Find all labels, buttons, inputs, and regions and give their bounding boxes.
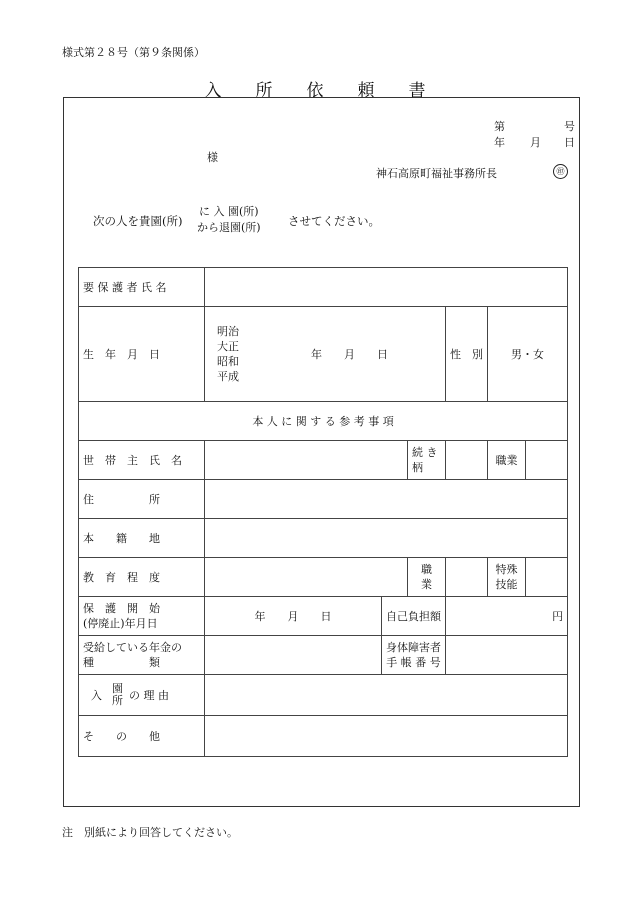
- addressee-sama: 様: [207, 151, 218, 164]
- year-label: 年: [494, 136, 505, 149]
- era-taisho: 大正: [217, 340, 239, 353]
- occupation-label: 職業: [488, 441, 526, 480]
- self-pay-field[interactable]: 円: [446, 597, 568, 636]
- guardian-name-label: 要 保 護 者 氏 名: [79, 268, 205, 307]
- admission-reason-field[interactable]: [205, 675, 568, 716]
- request-option-leave: から退園(所): [197, 221, 261, 234]
- address-field[interactable]: [205, 480, 568, 519]
- info-table: [78, 267, 568, 757]
- footnote: 注 別紙により回答してください。: [62, 826, 238, 839]
- household-head-field[interactable]: [205, 441, 408, 480]
- page-title: 入所依頼書: [204, 81, 460, 101]
- other-field[interactable]: [205, 716, 568, 757]
- dai-label: 第: [494, 120, 505, 133]
- job-field[interactable]: [446, 558, 488, 597]
- special-skill-label: 特殊 技能: [488, 558, 526, 597]
- request-option-enter: に 入 園(所): [199, 205, 259, 218]
- domicile-label: 本 籍 地: [79, 519, 205, 558]
- address-label: 住 所: [79, 480, 205, 519]
- job-label: 職 業: [408, 558, 446, 597]
- admission-reason-label: 入 園 所 の 理 由: [79, 675, 205, 716]
- era-heisei: 平成: [217, 370, 239, 383]
- gou-label: 号: [564, 120, 575, 133]
- disability-book-field[interactable]: [446, 636, 568, 675]
- occupation-field[interactable]: [526, 441, 568, 480]
- special-skill-field[interactable]: [526, 558, 568, 597]
- protection-date-field[interactable]: 年 月 日: [205, 597, 382, 636]
- disability-book-label: 身体障害者 手 帳 番 号: [382, 636, 446, 675]
- guardian-name-field[interactable]: [205, 268, 568, 307]
- relation-label: 続 き 柄: [408, 441, 446, 480]
- issuer-name: 神石高原町福祉事務所長: [376, 167, 497, 180]
- sex-value[interactable]: 男・女: [488, 307, 568, 402]
- education-field[interactable]: [205, 558, 408, 597]
- seal-mark: ㊞: [553, 164, 568, 179]
- request-prefix: 次の人を貴園(所): [93, 214, 183, 228]
- sex-label: 性 別: [446, 307, 488, 402]
- day-label: 日: [564, 136, 575, 149]
- other-label: そ の 他: [79, 716, 205, 757]
- pension-type-field[interactable]: [205, 636, 382, 675]
- birth-ymd: 年 月 日: [311, 348, 388, 361]
- domicile-field[interactable]: [205, 519, 568, 558]
- relation-field[interactable]: [446, 441, 488, 480]
- reference-header: 本 人 に 関 す る 参 考 事 項: [79, 402, 568, 441]
- form-number: 様式第２８号（第９条関係）: [62, 46, 205, 59]
- household-head-label: 世 帯 主 氏 名: [79, 441, 205, 480]
- era-showa: 昭和: [217, 355, 239, 368]
- era-meiji: 明治: [217, 325, 239, 338]
- protection-start-label: 保 護 開 始 (停廃止)年月日: [79, 597, 205, 636]
- education-label: 教 育 程 度: [79, 558, 205, 597]
- request-suffix: させてください。: [288, 214, 380, 228]
- month-label: 月: [530, 136, 541, 149]
- birth-date-field[interactable]: [205, 307, 446, 402]
- pension-type-label: 受給している年金の 種 類: [79, 636, 205, 675]
- birth-date-label: 生 年 月 日: [79, 307, 205, 402]
- self-pay-label: 自己負担額: [382, 597, 446, 636]
